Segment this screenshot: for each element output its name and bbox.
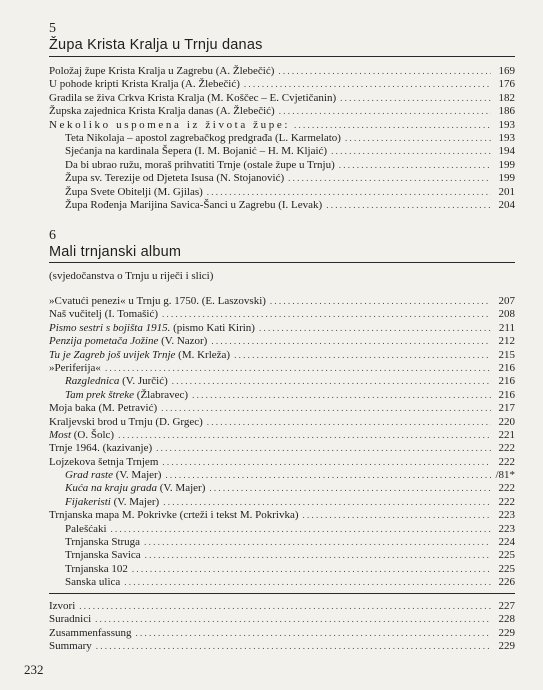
toc-entry-page: 199 xyxy=(498,172,515,185)
toc-entry-title: Trnje 1964. (kazivanje) xyxy=(49,442,153,455)
toc-entry-italic-title: Fijakeristi xyxy=(65,495,111,508)
toc-entry xyxy=(49,159,515,172)
page-number: 232 xyxy=(24,662,44,677)
toc-entry xyxy=(49,349,515,362)
dot-leader xyxy=(96,640,491,653)
toc-entry-title: »Cvatući penezi« u Trnju g. 1750. (E. Laszovski) xyxy=(49,295,266,307)
dot-leader xyxy=(144,536,491,549)
toc-entry-title: Župska zajednica Krista Kralja danas (A. Žlebečić) xyxy=(49,105,275,118)
toc-entry-title xyxy=(65,389,188,402)
toc-entry xyxy=(49,509,515,522)
dot-leader xyxy=(162,308,491,321)
toc-entry-page: 229 xyxy=(498,640,515,653)
toc-entry-page: 215 xyxy=(498,348,515,361)
toc-entry-page: 224 xyxy=(498,536,515,549)
dot-leader xyxy=(172,375,491,388)
toc-entry-title: Zusammenfassung xyxy=(49,626,132,639)
dot-leader xyxy=(326,199,491,212)
toc-entry xyxy=(49,119,515,132)
toc-entry-page: 217 xyxy=(498,402,515,415)
dot-leader xyxy=(345,132,491,145)
dot-leader xyxy=(145,549,491,562)
toc-entry-title: Župa Svete Obitelji (M. Gjilas) xyxy=(65,185,203,198)
toc-entry-italic-title: Grad raste xyxy=(65,469,113,482)
toc-entry xyxy=(49,627,515,640)
toc-entry xyxy=(49,456,515,469)
toc-entry-title xyxy=(49,335,207,348)
toc-entry xyxy=(49,322,515,335)
toc-entry-page: 222 xyxy=(498,495,515,508)
toc-entry-page: 220 xyxy=(498,415,515,428)
toc-entry xyxy=(49,416,515,429)
toc-entry xyxy=(49,613,515,626)
toc-entry-page: /81* xyxy=(495,469,515,482)
toc-entry-page: 199 xyxy=(498,158,515,171)
toc-entry-title: Trnjanska 102 xyxy=(65,562,128,575)
section-5-title: Župa Krista Kralja u Trnju danas xyxy=(49,37,263,53)
dot-leader xyxy=(244,78,491,91)
toc-entry-title: Župa Rođenja Marijina Savica-Šanci u Zagrebu (I. Levak) xyxy=(65,198,323,211)
toc-entry-title: Nekoliko uspomena iz života župe: xyxy=(49,118,290,131)
toc-entry-title: Naš vučitelj (I. Tomašić) xyxy=(49,308,158,321)
toc-entry-italic-title: Kuća na kraju grada xyxy=(65,482,157,495)
toc-entry-page: 229 xyxy=(498,626,515,639)
toc-entry-page: 216 xyxy=(498,388,515,401)
toc-entry xyxy=(49,402,515,415)
dot-leader xyxy=(278,65,491,78)
section-6-rule xyxy=(49,262,515,263)
toc-entry xyxy=(49,523,515,536)
toc-entry xyxy=(49,362,515,375)
dot-leader xyxy=(211,335,491,348)
toc-entry-title xyxy=(49,322,255,335)
dot-leader xyxy=(105,362,491,375)
toc-entry xyxy=(49,335,515,348)
toc-entry xyxy=(49,145,515,158)
toc-entry-author: (V. Majer) xyxy=(156,482,206,495)
toc-entry xyxy=(49,308,515,321)
toc-entry-page: 216 xyxy=(498,361,515,374)
toc-entry xyxy=(49,482,515,495)
toc-entry xyxy=(49,600,515,613)
dot-leader xyxy=(294,119,491,132)
toc-entry xyxy=(49,640,515,653)
toc-entry-title: Sjećanja na kardinala Šepera (I. M. Bojanić – H. M. Kljaić) xyxy=(65,145,328,158)
toc-entry-title: Lojzekova šetnja Trnjem xyxy=(49,455,159,468)
toc-entry-title: Sanska ulica xyxy=(65,576,121,589)
toc-entry-title: Da bi ubrao ružu, moraš prihvatiti Trnje (ostale župe u Trnju) xyxy=(65,158,335,171)
section-6-number: 6 xyxy=(49,228,56,243)
toc-entry-page: 169 xyxy=(498,65,515,77)
toc-entry xyxy=(49,295,515,308)
toc-entry-italic-title: Most xyxy=(49,428,71,441)
toc-entry xyxy=(49,442,515,455)
toc-entry xyxy=(49,389,515,402)
toc-entry-author: (O. Šolc) xyxy=(71,428,115,441)
dot-leader xyxy=(135,627,491,640)
toc-entry-author: (V. Jurčić) xyxy=(119,375,168,388)
toc-entry-italic-title: Tu je Zagreb još uvijek Trnje xyxy=(49,348,176,361)
toc-entry xyxy=(49,199,515,212)
toc-entry-title: Župa sv. Terezije od Djeteta Isusa (N. Stojanović) xyxy=(65,172,285,185)
dot-leader xyxy=(161,402,491,415)
dot-leader xyxy=(132,563,491,576)
toc-entry-italic-title: Tam prek štreke xyxy=(65,388,135,401)
dot-leader xyxy=(118,429,491,442)
toc-entry-page: 222 xyxy=(498,455,515,468)
toc-entry-author: (V. Nazor) xyxy=(158,335,208,348)
dot-leader xyxy=(339,159,491,172)
dot-leader xyxy=(95,613,491,626)
toc-entry-title: Trnjanska mapa M. Pokrivke (crteži i tekst M. Pokrivka) xyxy=(49,509,299,522)
toc-entry-page: 216 xyxy=(498,375,515,388)
toc-entry-page: 225 xyxy=(498,562,515,575)
dot-leader xyxy=(165,469,491,482)
toc-entry-author: (M. Krleža) xyxy=(175,348,231,361)
dot-leader xyxy=(288,172,491,185)
section-5-entries xyxy=(49,65,515,212)
dot-leader xyxy=(207,416,491,429)
toc-entry xyxy=(49,92,515,105)
toc-entry-page: 182 xyxy=(498,91,515,104)
dot-leader xyxy=(279,105,491,118)
toc-entry xyxy=(49,563,515,576)
section-5-number: 5 xyxy=(49,21,56,36)
toc-entry-title: Teta Nikolaja – apostol zagrebačkog predgrađa (L. Karmelato) xyxy=(65,131,341,144)
toc-entry-page: 176 xyxy=(498,78,515,91)
toc-entry-page: 193 xyxy=(498,118,515,131)
toc-entry xyxy=(49,576,515,589)
toc-entry xyxy=(49,496,515,509)
dot-leader xyxy=(259,322,491,335)
dot-leader xyxy=(303,509,492,522)
toc-entry-page: 207 xyxy=(498,295,515,307)
dot-leader xyxy=(207,186,491,199)
toc-entry-title: Gradila se živa Crkva Krista Kralja (M. Koščec – E. Cvjetičanin) xyxy=(49,91,337,104)
toc-entry xyxy=(49,536,515,549)
toc-entry xyxy=(49,172,515,185)
toc-entry-page: 223 xyxy=(498,522,515,535)
toc-entry-title: Kraljevski brod u Trnju (D. Grgec) xyxy=(49,415,203,428)
dot-leader xyxy=(209,482,491,495)
toc-entry-title xyxy=(65,496,159,509)
toc-entry-title: Trnjanska Savica xyxy=(65,549,141,562)
toc-entry xyxy=(49,132,515,145)
dot-leader xyxy=(192,389,491,402)
toc-entry-title: Summary xyxy=(49,640,92,653)
toc-entry-page: 221 xyxy=(498,428,515,441)
toc-entry xyxy=(49,186,515,199)
dot-leader xyxy=(340,92,491,105)
toc-entry-page: 222 xyxy=(498,442,515,455)
section-6-entries xyxy=(49,295,515,590)
toc-entry-page: 201 xyxy=(498,185,515,198)
dot-leader xyxy=(331,145,491,158)
toc-entry-title xyxy=(65,469,161,482)
toc-entry xyxy=(49,105,515,118)
toc-entry-title: »Periferija« xyxy=(49,361,101,374)
toc-entry-title: U pohode kripti Krista Kralja (A. Žlebečić) xyxy=(49,78,240,91)
toc-entry-title: Palešćaki xyxy=(65,522,107,535)
toc-entry-author: (V. Majer) xyxy=(112,469,162,482)
dot-leader xyxy=(163,496,491,509)
toc-entry xyxy=(49,469,515,482)
dot-leader xyxy=(270,295,491,308)
toc-entry xyxy=(49,65,515,78)
toc-entry-page: 226 xyxy=(498,576,515,589)
section-6-title: Mali trnjanski album xyxy=(49,244,182,260)
toc-entry-title xyxy=(49,429,114,442)
section-6-subtitle: (svjedočanstva o Trnju u riječi i slici) xyxy=(49,270,214,282)
toc-entry xyxy=(49,429,515,442)
toc-entry-page: 223 xyxy=(498,509,515,522)
toc-entry-italic-title: Penzija pometača Jožine xyxy=(49,335,159,348)
toc-entry-page: 186 xyxy=(498,105,515,118)
toc-entry-italic-title: Pismo sestri s bojišta 1915. xyxy=(49,321,171,334)
toc-entry-title: Položaj župe Krista Kralja u Zagrebu (A. Žlebečić) xyxy=(49,65,275,77)
toc-entry-page: 227 xyxy=(498,600,515,612)
toc-entry-page: 193 xyxy=(498,131,515,144)
toc-entry-title: Suradnici xyxy=(49,613,92,626)
toc-entry-italic-title: Razglednica xyxy=(65,375,120,388)
toc-entry-page: 225 xyxy=(498,549,515,562)
appendix-entries xyxy=(49,600,515,654)
toc-entry-title: Trnjanska Struga xyxy=(65,536,141,549)
toc-entry-author: (pismo Kati Kirin) xyxy=(170,321,255,334)
toc-entry-page: 194 xyxy=(498,145,515,158)
toc-entry-page: 204 xyxy=(498,198,515,211)
toc-entry-page: 222 xyxy=(498,482,515,495)
dot-leader xyxy=(162,456,491,469)
toc-entry xyxy=(49,375,515,388)
dot-leader xyxy=(234,349,491,362)
toc-entry-title xyxy=(65,482,205,495)
toc-entry-page: 211 xyxy=(498,321,515,334)
appendix-rule xyxy=(49,593,515,594)
toc-entry-page: 228 xyxy=(498,613,515,626)
toc-entry-title xyxy=(49,349,230,362)
dot-leader xyxy=(124,576,491,589)
dot-leader xyxy=(156,442,491,455)
toc-entry xyxy=(49,78,515,91)
toc-entry-page: 208 xyxy=(498,308,515,321)
dot-leader xyxy=(111,523,491,536)
toc-entry-title: Moja baka (M. Petravić) xyxy=(49,402,158,415)
dot-leader xyxy=(79,600,491,613)
toc-entry-author: (Žlabravec) xyxy=(134,388,189,401)
toc-entry-page: 212 xyxy=(498,335,515,348)
toc-entry-author: (V. Majer) xyxy=(110,495,160,508)
toc-entry xyxy=(49,549,515,562)
section-5-rule xyxy=(49,56,515,57)
toc-entry-title: Izvori xyxy=(49,600,76,612)
toc-entry-title xyxy=(65,375,168,388)
